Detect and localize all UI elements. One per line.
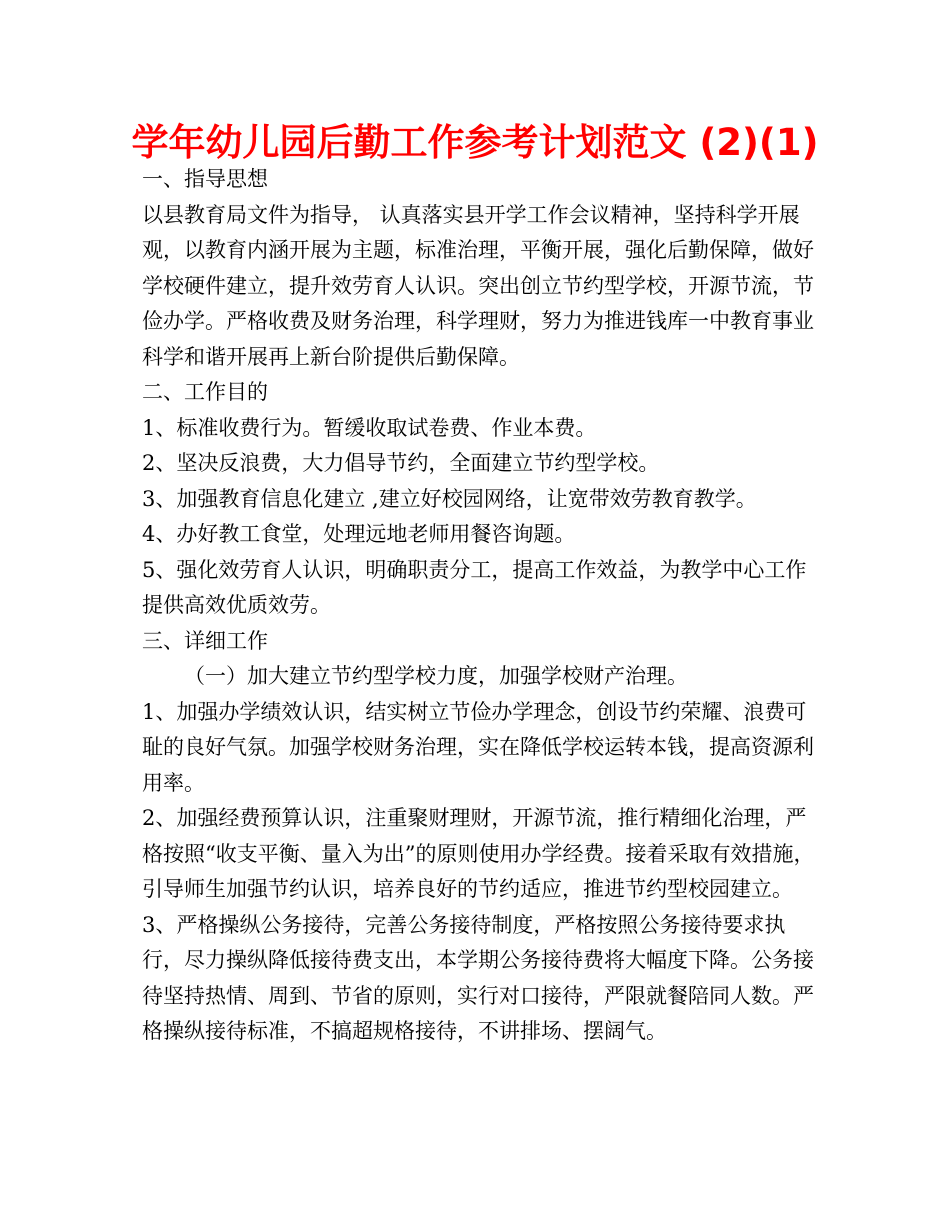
work-item-1: 1、加强办学绩效认识，结实树立节俭办学理念，创设节约荣耀、浪费可耻的良好气氛。加强学校财务治理，实在降低学校运转本钱，提高资源利用率。 (142, 699, 814, 795)
document-body (142, 162, 818, 1050)
goal-item-4: 4、办好教工食堂，处理远地老师用餐咨询题。 (142, 522, 576, 546)
goal-item-5: 5、强化效劳育人认识，明确职责分工，提高工作效益，为教学中心工作提供高效优质效劳。 (142, 557, 807, 617)
work-item-3: 3、严格操纵公务接待，完善公务接待制度，严格按照公务接待要求执行，尽力操纵降低接待费支出，本学期公务接待费将大幅度下降。公务接待坚持热情、周到、节省的原则，实行对口接待，严限就餐陪同人数。严格操纵接待标准，不搞超规格接待，不讲排场、摆阔气。 (142, 912, 814, 1043)
subsection-heading-1: （一）加大建立节约型学校力度，加强学校财产治理。 (184, 664, 688, 688)
section-heading-work-goals: 二、工作目的 (142, 380, 268, 404)
section-heading-detailed-work: 三、详细工作 (142, 628, 268, 653)
goal-item-2: 2、坚决反浪费，大力倡导节约，全面建立节约型学校。 (142, 451, 660, 475)
document-title: 学年幼儿园后勤工作参考计划范文 (2)(1) (131, 121, 819, 164)
goal-item-3: 3、加强教育信息化建立 ,建立好校园网络，让宽带效劳教育教学。 (142, 486, 757, 511)
section-heading-guiding-ideology: 一、指导思想 (142, 167, 268, 191)
goal-item-1: 1、标准收费行为。暂缓收取试卷费、作业本费。 (142, 415, 597, 440)
paragraph-guiding-ideology: 以县教育局文件为指导， 认真落实县开学工作会议精神，坚持科学开展观，以教育内涵开展为主题，标准治理，平衡开展，强化后勤保障，做好学校硬件建立，提升效劳育人认识。突出创立节约型学校，开源节流，节俭办学。严格收费及财务治理，科学理财，努力为推进钱库一中教育事业科学和谐开展再上新台阶提供后勤保障。 (142, 202, 814, 369)
work-item-2: 2、加强经费预算认识，注重聚财理财，开源节流，推行精细化治理，严格按照“收支平衡、量入为出”的原则使用办学经费。接着采取有效措施，引导师生加强节约认识，培养良好的节约适应，推进节约型校园建立。 (142, 806, 815, 901)
